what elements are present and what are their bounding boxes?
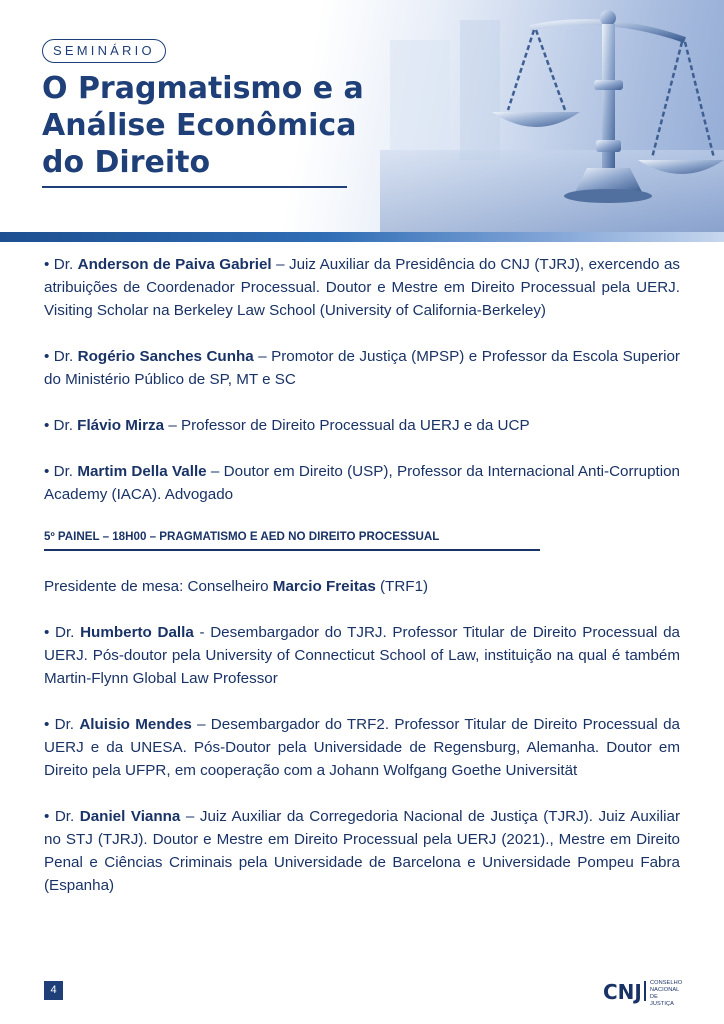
president-name: Marcio Freitas [272, 578, 376, 595]
speaker-bio: • Dr. Rogério Sanches Cunha – Promotor de Justiça (MPSP) e Professor da Escola Superior do Ministério Público de SP, MT e SC [44, 348, 680, 388]
speaker-name: Humberto Dalla [80, 624, 194, 641]
cnj-logo-text: CONSELHO NACIONAL DE JUSTIÇA [650, 980, 683, 1007]
speaker-bio: • Dr. Aluisio Mendes – Desembargador do TRF2. Professor Titular de Direito Processual da UERJ e da UNESA. Pós-Doutor pela Universidade de Regensburg, Alemanha. Doutor em Direito pela UFPR, em cooperação com a Johann Wolfgang Goethe Universität [44, 716, 680, 779]
speaker-bio: • Dr. Anderson de Paiva Gabriel – Juiz Auxiliar da Presidência do CNJ (TJRJ), exercendo as atribuições de Coordenador Processual. Doutor e Mestre em Direito Processual pela UERJ. Visiting Scholar na Berkeley Law School (University of California-Berkeley) [44, 256, 680, 319]
speaker-bio: • Dr. Humberto Dalla - Desembargador do TJRJ. Professor Titular de Direito Processual da UERJ. Pós-doutor pela University of Connecticut School of Law, instituição na qual é também Martin-Flynn Global Law Professor [44, 624, 680, 687]
speaker-bio: • Dr. Flávio Mirza – Professor de Direito Processual da UERJ e da UCP [44, 417, 530, 434]
title-underline [42, 186, 347, 188]
title-line: Análise Econômica [42, 108, 357, 143]
speaker-name: Flávio Mirza [77, 417, 165, 434]
scales-of-justice-icon [380, 0, 724, 238]
cnj-logo [603, 978, 683, 1007]
speaker-name: Martim Della Valle [77, 463, 207, 480]
speaker-name: Daniel Vianna [79, 808, 181, 825]
speaker-bio: • Dr. Daniel Vianna – Juiz Auxiliar da Corregedoria Nacional de Justiça (TJRJ). Juiz Auxiliar no STJ (TJRJ). Doutor e Mestre em Direito Processual pela UERJ (2021)., Mestre em Direito Penal e Ciências Criminais pela Universidade de Barcelona e Universidade Pompeu Fabra (Espanha) [44, 808, 680, 894]
cnj-logo-mark [603, 978, 647, 1004]
panel-heading-label: 5º PAINEL – 18H00 – PRAGMATISMO E AED NO DIREITO PROCESSUAL [44, 530, 440, 543]
page-title [42, 70, 372, 181]
panel-heading-underline [44, 549, 540, 551]
title-line: O Pragmatismo e a [42, 71, 364, 106]
speaker-bio: • Dr. Martim Della Valle – Doutor em Direito (USP), Professor da Internacional Anti-Corruption Academy (IACA). Advogado [44, 463, 680, 503]
speaker-name: Rogério Sanches Cunha [77, 348, 254, 365]
panel-heading [44, 527, 680, 553]
cnj-logo-letters: CNJ [603, 980, 642, 1004]
title-line: do Direito [42, 145, 211, 180]
header-banner [0, 0, 724, 238]
seminar-tag: SEMINÁRIO [42, 39, 166, 63]
page-number: 4 [44, 981, 63, 1000]
speaker-name: Anderson de Paiva Gabriel [77, 256, 272, 273]
speaker-list [44, 253, 680, 920]
panel-president: Presidente de mesa: Conselheiro Marcio Freitas (TRF1) [44, 578, 429, 595]
speaker-name: Aluisio Mendes [79, 716, 192, 733]
header-accent-bar [0, 232, 724, 242]
